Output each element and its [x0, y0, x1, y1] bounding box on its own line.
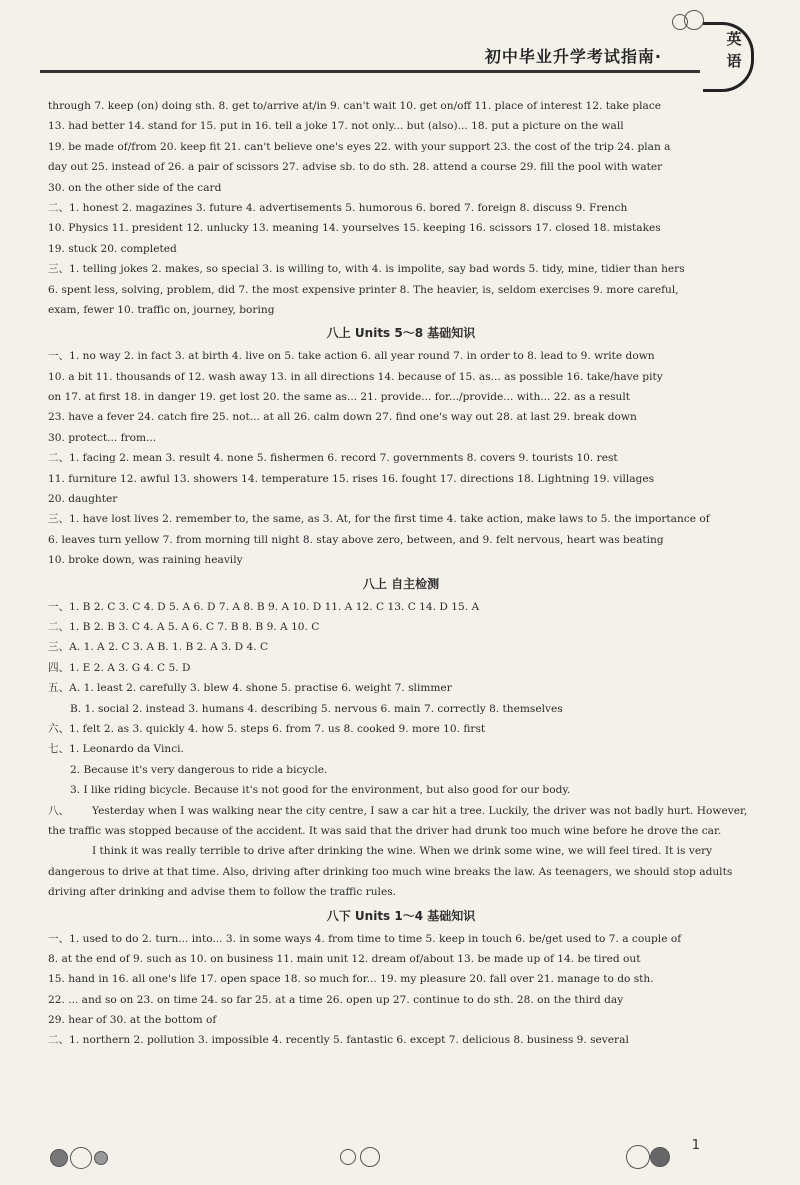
answer-line: 13. had better 14. stand for 15. put in 16. tell a joke 17. not only... but (also)... 18. put a picture on the wall	[48, 120, 624, 133]
answer-line: B. 1. social 2. instead 3. humans 4. describing 5. nervous 6. main 7. correctly 8. themselves	[70, 702, 563, 715]
page-header	[40, 20, 760, 82]
answer-line: day out 25. instead of 26. a pair of scissors 27. advise sb. to do sth. 28. attend a course 29. fill the pool with water	[48, 161, 663, 174]
answer-line: 19. stuck 20. completed	[48, 242, 177, 255]
answer-line: 六、1. felt 2. as 3. quickly 4. how 5. steps 6. from 7. us 8. cooked 9. more 10. first	[48, 722, 486, 735]
section-title: 八上 自主检测	[362, 576, 440, 591]
answer-line: 二、1. B 2. B 3. C 4. A 5. A 6. C 7. B 8. B 9. A 10. C	[48, 620, 320, 633]
answer-line: exam, fewer 10. traffic on, journey, boring	[48, 303, 275, 316]
answer-line: 七、1. Leonardo da Vinci.	[48, 743, 184, 756]
answer-line: 29. hear of 30. at the bottom of	[48, 1014, 217, 1027]
answer-line: 一、1. used to do 2. turn... into... 3. in some ways 4. from time to time 5. keep in touch 6. be/get used to 7. a couple of	[48, 932, 682, 945]
decor-circle	[70, 1147, 92, 1169]
answer-line: 2. Because it's very dangerous to ride a bicycle.	[70, 763, 328, 776]
answer-line: 6. leaves turn yellow 7. from morning till night 8. stay above zero, between, and 9. felt nervous, heart was beating	[48, 533, 664, 546]
answer-line: 10. Physics 11. president 12. unlucky 13. meaning 14. yourselves 15. keeping 16. scissors 17. closed 18. mistakes	[48, 222, 661, 235]
answer-line: on 17. at first 18. in danger 19. get lost 20. the same as... 21. provide... for.../provide... with... 22. as a result	[48, 391, 630, 404]
answer-line: 二、1. facing 2. mean 3. result 4. none 5. fishermen 6. record 7. governments 8. covers 9. tourists 10. rest	[48, 452, 618, 465]
answer-line: 二、1. northern 2. pollution 3. impossible 4. recently 5. fantastic 6. except 7. delicious 8. business 9. several	[48, 1034, 629, 1047]
decor-circle	[340, 1149, 356, 1165]
page-number: 1	[691, 1138, 700, 1153]
answer-line: 6. spent less, solving, problem, did 7. the most expensive printer 8. The heavier, is, seldom exercises 9. more careful,	[48, 283, 679, 296]
answer-line: 30. protect... from...	[48, 431, 157, 444]
answer-line: 二、1. honest 2. magazines 3. future 4. advertisements 5. humorous 6. bored 7. foreign 8. discuss 9. French	[48, 201, 628, 214]
decor-circle	[94, 1151, 108, 1165]
answer-line: 10. broke down, was raining heavily	[48, 554, 243, 567]
header-rule	[40, 70, 700, 73]
decor-circle	[650, 1147, 670, 1167]
decor-circle	[684, 10, 704, 30]
decor-circle	[360, 1147, 380, 1167]
decor-circle	[50, 1149, 68, 1167]
answer-line: 11. furniture 12. awful 13. showers 14. temperature 15. rises 16. fought 17. directions 18. Lightning 19. villages	[48, 472, 655, 485]
answer-line: 三、A. 1. A 2. C 3. A B. 1. B 2. A 3. D 4. C	[48, 641, 269, 654]
answer-line: 三、1. telling jokes 2. makes, so special 3. is willing to, with 4. is impolite, say bad words 5. tidy, mine, tidier than hers	[48, 263, 685, 276]
answer-line: 22. ... and so on 23. on time 24. so far 25. at a time 26. open up 27. continue to do sth. 28. on the third day	[48, 993, 624, 1006]
answer-line: 一、1. no way 2. in fact 3. at birth 4. live on 5. take action 6. all year round 7. in order to 8. lead to 9. write down	[48, 350, 655, 363]
answer-line: 五、A. 1. least 2. carefully 3. blew 4. shone 5. practise 6. weight 7. slimmer	[48, 682, 452, 695]
answer-line: 30. on the other side of the card	[48, 181, 222, 194]
answer-line: 8. at the end of 9. such as 10. on business 11. main unit 12. dream of/about 13. be made up of 14. be tired out	[48, 952, 641, 965]
essay-text: Yesterday when I was walking near the city centre, I saw a car hit a tree. Luckily, the driver was not badly hurt. However, the traffic was stopped because of the accident. It was said that the driver had drunk too much wine before he drove the car.	[48, 804, 748, 837]
subject-label: 英语	[726, 30, 742, 70]
answer-line: through 7. keep (on) doing sth. 8. get to/arrive at/in 9. can't wait 10. get on/off 11. place of interest 12. take place	[48, 100, 662, 112]
decor-circle	[626, 1145, 650, 1169]
answer-line: 3. I like riding bicycle. Because it's not good for the environment, but also good for our body.	[70, 784, 571, 797]
section-title: 八上 Units 5～8 基础知识	[326, 326, 476, 341]
answer-line: 三、1. have lost lives 2. remember to, the same, as 3. At, for the first time 4. take action, make laws to 5. the importance of	[48, 513, 710, 526]
book-title: 初中毕业升学考试指南·	[484, 47, 662, 66]
answer-line: 20. daughter	[48, 493, 118, 506]
answer-line: 19. be made of/from 20. keep fit 21. can't believe one's eyes 22. with your support 23. the cost of the trip 24. plan a	[48, 140, 671, 153]
answer-line: 23. have a fever 24. catch fire 25. not... at all 26. calm down 27. find one's way out 28. at last 29. break down	[48, 411, 637, 424]
answer-line: 10. a bit 11. thousands of 12. wash away 13. in all directions 14. because of 15. as... as possible 16. take/have pity	[48, 370, 663, 383]
section-title: 八下 Units 1～4 基础知识	[326, 908, 476, 923]
answer-line: 四、1. E 2. A 3. G 4. C 5. D	[48, 661, 191, 674]
page-footer	[40, 1121, 760, 1171]
essay-marker: 八、	[48, 804, 70, 817]
essay-paragraph: I think it was really terrible to drive after drinking the wine. When we drink some wine, we will feel tired. It is very dangerous to drive at that time. Also, driving after drinking too much wine breaks the law. As teenagers, we should stop adults driving after drinking and advise them to follow the traffic rules.	[48, 845, 733, 899]
answer-line: 15. hand in 16. all one's life 17. open space 18. so much for... 19. my pleasure 20. fall over 21. manage to do sth.	[48, 973, 654, 986]
essay-paragraph	[48, 801, 754, 842]
answer-content	[48, 96, 754, 1051]
answer-line: 一、1. B 2. C 3. C 4. D 5. A 6. D 7. A 8. B 9. A 10. D 11. A 12. C 13. C 14. D 15. A	[48, 600, 480, 613]
